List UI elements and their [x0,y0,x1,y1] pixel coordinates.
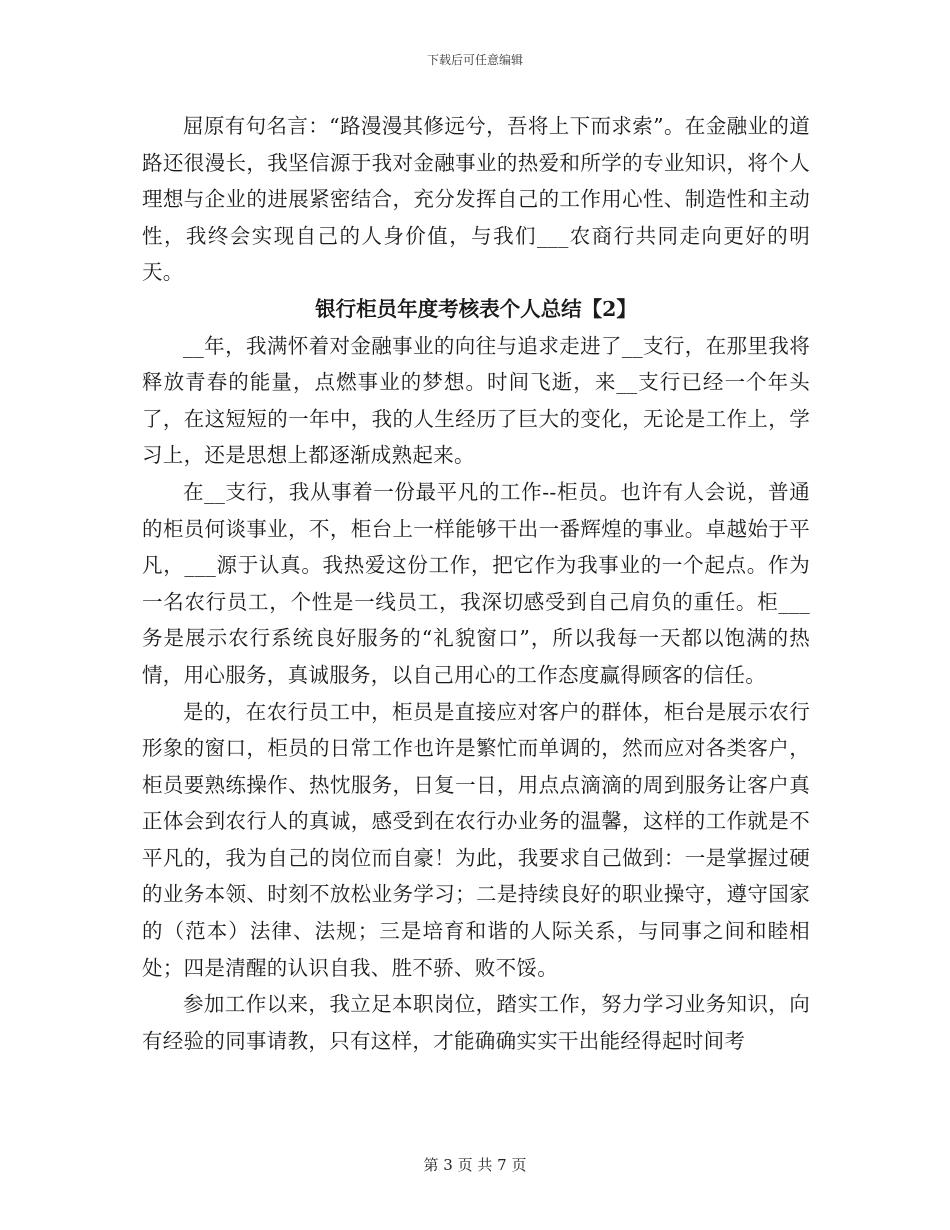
page-header-note: 下载后可任意编辑 [426,53,523,67]
paragraph-intro: __年，我满怀着对金融事业的向往与追求走进了__支行，在那里我将释放青春的能量，点燃事业的梦想。时间飞逝，来__支行已经一个年头了，在这短短的一年中，我的人生经历了巨大的变化，无论是工作上，学习上，还是思想上都逐渐成熟起来。 [142,333,810,468]
section-title: 银行柜员年度考核表个人总结【2】 [315,296,637,321]
paragraph-since-joining: 参加工作以来，我立足本职岗位，踏实工作，努力学习业务知识，向有经验的同事请教，只有这样，才能确确实实干出能经得起时间考 [142,992,810,1053]
paragraph-teller-work: 在__支行，我从事着一份最平凡的工作--柜员。也许有人会说，普通的柜员何谈事业，不，柜台上一样能够干出一番辉煌的事业。卓越始于平凡，___源于认真。我热爱这份工作，把它作为我事业的一个起点。作为一名农行员工，个性是一线员工，我深切感受到自己肩负的重任。柜___务是展示农行系统良好服务的“礼貌窗口”，所以我每一天都以饱满的热情，用心服务，真诚服务，以自己用心的工作态度赢得顾客的信任。 [142,479,810,687]
page-number: 第 3 页 共 7 页 [423,1156,527,1174]
paragraph-teller-role: 是的，在农行员工中，柜员是直接应对客户的群体，柜台是展示农行形象的窗口，柜员的日常工作也许是繁忙而单调的，然而应对各类客户，柜员要熟练操作、热忱服务，日复一日，用点点滴滴的周到服务让客户真正体会到农行人的真诚，感受到在农行办业务的温馨，这样的工作就是不平凡的，我为自己的岗位而自豪！为此，我要求自己做到：一是掌握过硬的业务本领、时刻不放松业务学习；二是持续良好的职业操守，遵守国家的（范本）法律、法规；三是培育和谐的人际关系，与同事之间和睦相处；四是清醒的认识自我、胜不骄、败不馁。 [142,699,810,980]
document-body [142,108,810,1059]
paragraph-quote: 屈原有句名言：“路漫漫其修远兮，吾将上下而求索”。在金融业的道路还很漫长，我坚信源于我对金融事业的热爱和所学的专业知识，将个人理想与企业的进展紧密结合，充分发挥自己的工作用心性、制造性和主动性，我终会实现自己的人身价值，与我们___农商行共同走向更好的明天。 [142,114,810,285]
